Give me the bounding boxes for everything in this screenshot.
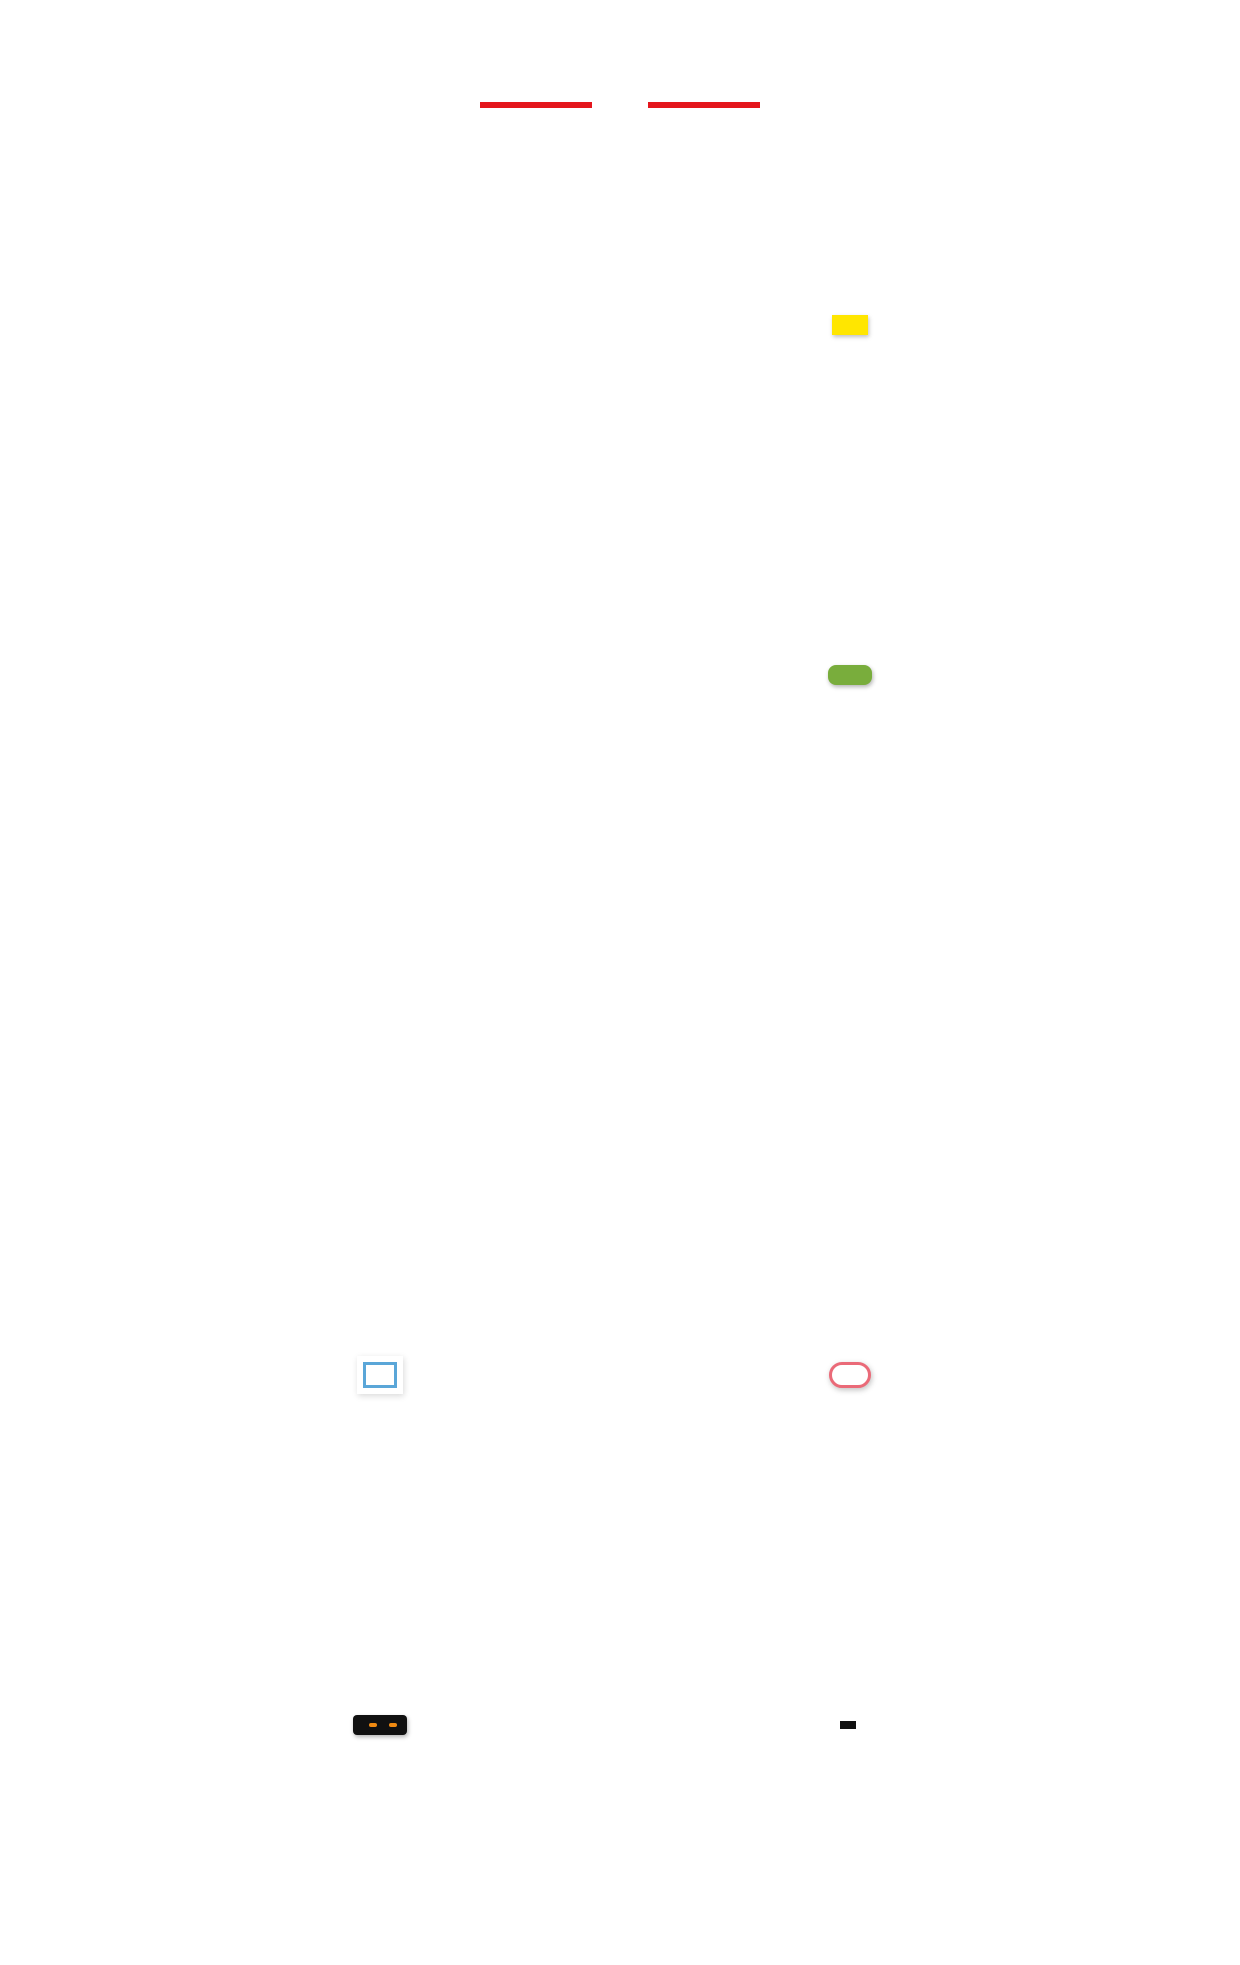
sticker-card-2 bbox=[570, 225, 1130, 565]
sticker-card-6 bbox=[570, 925, 1130, 1265]
sticker-7 bbox=[363, 1362, 397, 1388]
sticker-card-8 bbox=[570, 1275, 1130, 1615]
sticker-9 bbox=[353, 1715, 407, 1735]
sticker-8 bbox=[829, 1362, 871, 1388]
sticker-10 bbox=[840, 1721, 860, 1729]
header bbox=[0, 55, 1240, 155]
sticker-4 bbox=[828, 665, 872, 685]
sticker-card-10 bbox=[570, 1625, 1130, 1965]
right-dash bbox=[648, 102, 760, 108]
left-dash bbox=[480, 102, 592, 108]
sticker-card-4 bbox=[570, 575, 1130, 915]
sticker-2 bbox=[832, 315, 868, 335]
